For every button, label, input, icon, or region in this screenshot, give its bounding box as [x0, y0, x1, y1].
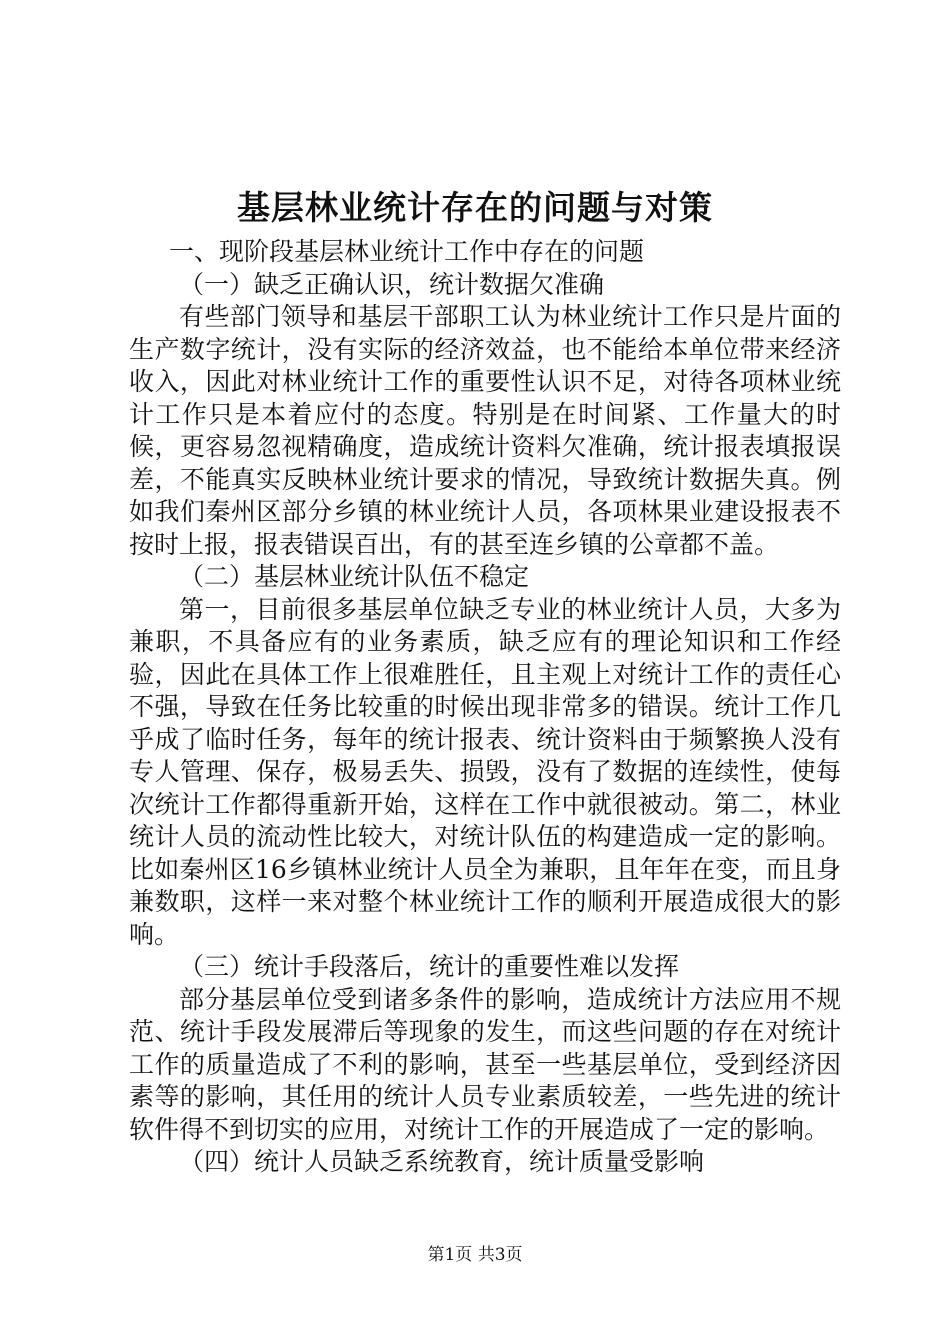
section-heading-1: 一、现阶段基层林业统计工作中存在的问题 — [169, 237, 645, 266]
paragraph-2: 第一，目前很多基层单位缺乏专业的林业统计人员，大多为兼职，不具备应有的业务素质，缺乏应有的理论知识和工作经验，因此在具体工作上很难胜任，且主观上对统计工作的责任心不强，导致在任务比较重的时候出现非常多的错误。统计工作几乎成了临时任务，每年的统计报表、统计资料由于频繁换人没有专人管理、保存，极易丢失、损毁，没有了数据的连续性，使每次统计工作都得重新开始，这样在工作中就很被动。第二，林业统计人员的流动性比较大，对统计队伍的构建造成一定的影响。比如秦州区16乡镇林业统计人员全为兼职，且年年在变，而且身兼数职，这样一来对整个林业统计工作的顺利开展造成很大的影响。 — [129, 594, 841, 949]
document-title: 基层林业统计存在的问题与对策 — [237, 188, 713, 227]
subsection-heading-3: （三）统计手段落后，统计的重要性难以发挥 — [179, 952, 680, 981]
subsection-heading-2: （二）基层林业统计队伍不稳定 — [179, 562, 530, 591]
page-number-footer: 第1页 共3页 — [427, 1245, 523, 1265]
subsection-heading-1: （一）缺乏正确认识，统计数据欠准确 — [179, 269, 605, 299]
paragraph-3: 部分基层单位受到诸多条件的影响，造成统计方法应用不规范、统计手段发展滞后等现象的发生，而这些问题的存在对统计工作的质量造成了不利的影响，甚至一些基层单位，受到经济因素等的影响，其任用的统计人员专业素质较差，一些先进的统计软件得不到切实的应用，对统计工作的开展造成了一定的影响。 — [129, 984, 841, 1144]
paragraph-1: 有些部门领导和基层干部职工认为林业统计工作只是片面的生产数字统计，没有实际的经济效益，也不能给本单位带来经济收入，因此对林业统计工作的重要性认识不足，对待各项林业统计工作只是本着应付的态度。特别是在时间紧、工作量大的时候，更容易忽视精确度，造成统计资料欠准确，统计报表填报误差，不能真实反映林业统计要求的情况，导致统计数据失真。例如我们秦州区部分乡镇的林业统计人员，各项林果业建设报表不按时上报，报表错误百出，有的甚至连乡镇的公章都不盖。 — [129, 302, 841, 559]
document-body — [129, 236, 841, 1179]
subsection-heading-4: （四）统计人员缺乏系统教育，统计质量受影响 — [179, 1147, 705, 1176]
